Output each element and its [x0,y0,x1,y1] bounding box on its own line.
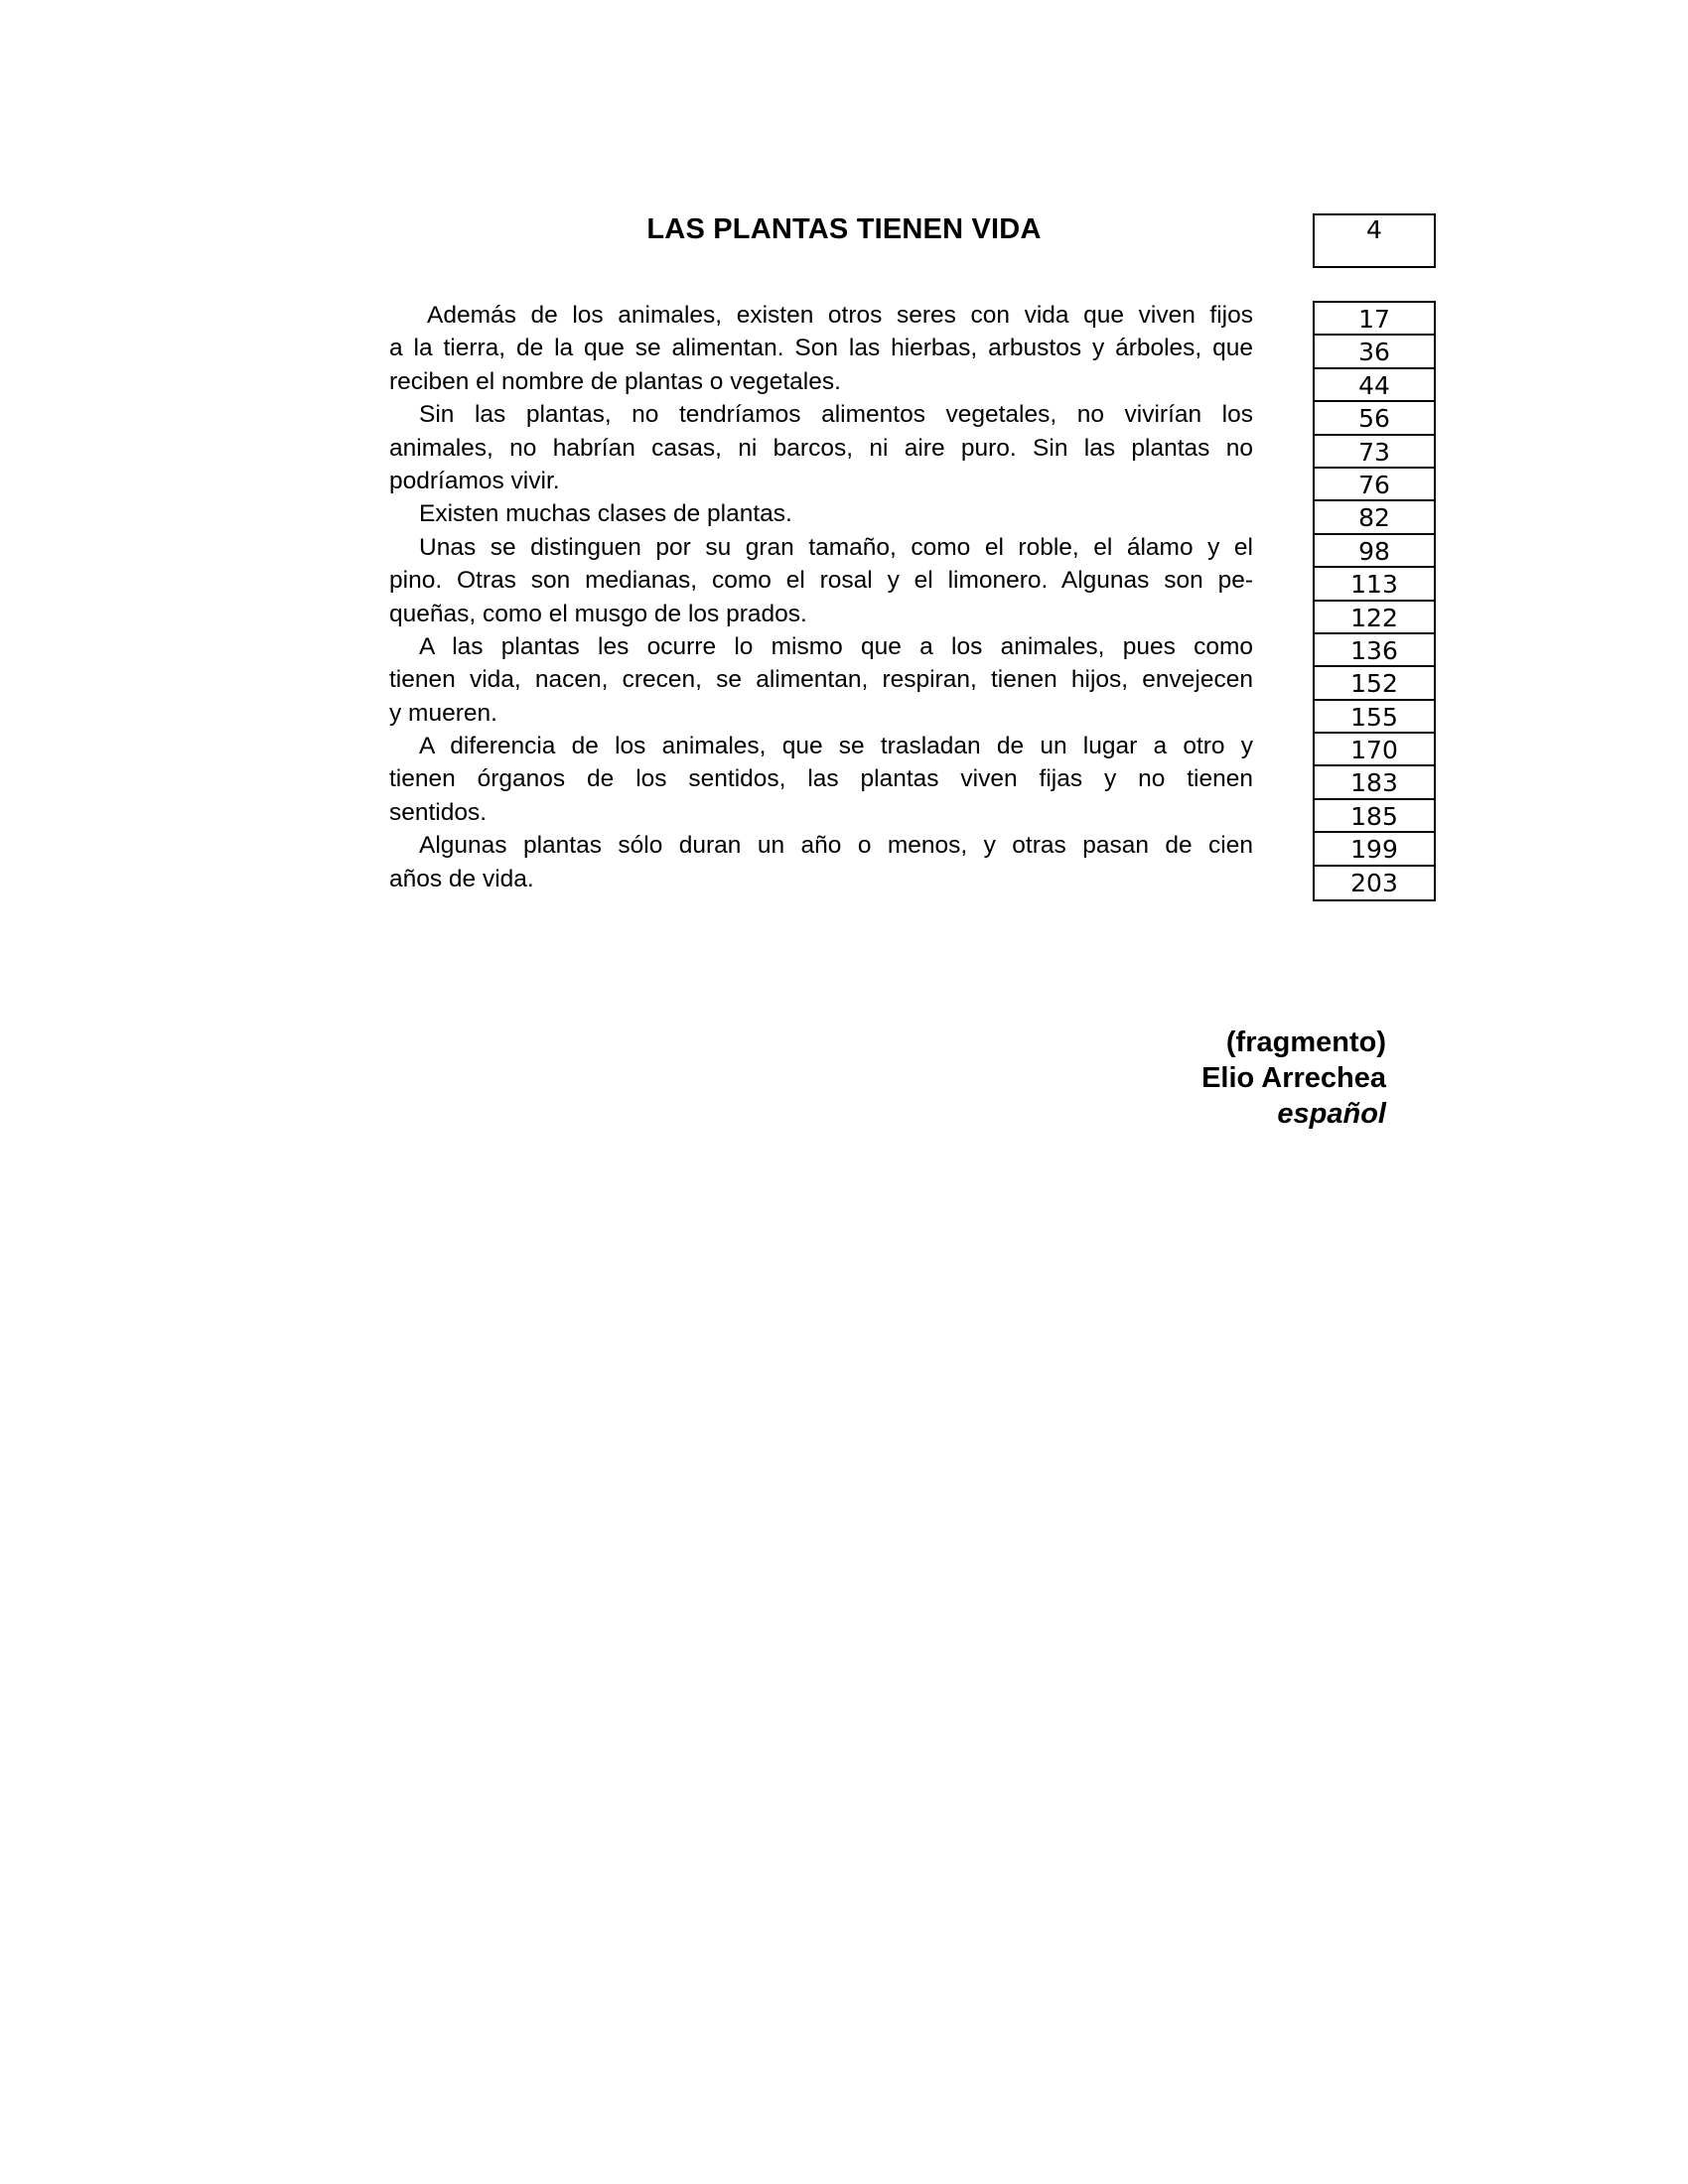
word-count-cell: 136 [1315,634,1434,667]
word-count-cell: 155 [1315,701,1434,734]
word-count-cell: 203 [1350,868,1398,897]
word-count-cell: 152 [1315,667,1434,700]
text-line: Algunas plantas sólo duran un año o menos, y otras pasan de cien [419,832,1253,860]
fragment-note: (fragmento) [1225,1026,1386,1058]
text-line: y mueren. [389,699,497,727]
text-line: A las plantas les ocurre lo mismo que a los animales, pues como [419,632,1253,660]
text-line: tienen vida, nacen, crecen, se alimentan, respiran, tienen hijos, envejecen [389,666,1253,694]
word-count-cell: 122 [1315,602,1434,634]
text-line: años de vida. [389,865,534,892]
word-count-cell: 56 [1315,402,1434,435]
text-line: Además de los animales, existen otros seres con vida que viven fijos [427,302,1253,329]
word-count-cell: 36 [1315,336,1434,368]
text-line: animales, no habrían casas, ni barcos, ni aire puro. Sin las plantas no [389,434,1253,462]
word-count-cell: 183 [1315,766,1434,799]
word-count-cell: 76 [1315,469,1434,501]
text-line: reciben el nombre de plantas o vegetales. [389,367,841,395]
page-number-box [1313,213,1436,268]
author-nationality: español [1277,1098,1386,1130]
word-count-column [1313,301,1436,901]
text-line: Sin las plantas, no tendríamos alimentos vegetales, no vivirían los [419,401,1253,429]
word-count-cell: 82 [1315,501,1434,534]
page-title: LAS PLANTAS TIENEN VIDA [646,213,1042,245]
author-name: Elio Arrechea [1201,1062,1386,1094]
text-line: A diferencia de los animales, que se trasladan de un lugar a otro y [419,733,1253,760]
text-line: tienen órganos de los sentidos, las plantas viven fijas y no tienen [389,765,1253,793]
word-count-cell: 44 [1315,369,1434,402]
word-count-cell: 113 [1315,568,1434,601]
page-number: 4 [1366,215,1382,244]
text-line: a la tierra, de la que se alimentan. Son las hierbas, arbustos y árboles, que [389,335,1253,362]
text-line: Unas se distinguen por su gran tamaño, como el roble, el álamo y el [419,533,1253,561]
text-line: sentidos. [389,798,488,826]
reading-text [389,299,1253,895]
word-count-cell: 185 [1315,800,1434,833]
word-count-cell: 17 [1315,303,1434,336]
text-line: pino. Otras son medianas, como el rosal y el limonero. Algunas son pe- [389,567,1253,595]
word-count-cell: 199 [1315,833,1434,866]
word-count-cell: 73 [1315,436,1434,469]
text-line: Existen muchas clases de plantas. [419,500,792,528]
attribution [993,1024,1386,1132]
word-count-cell: 170 [1315,734,1434,766]
text-line: podríamos vivir. [389,467,560,494]
word-count-cell: 98 [1315,535,1434,568]
text-line: queñas, como el musgo de los prados. [389,600,807,627]
